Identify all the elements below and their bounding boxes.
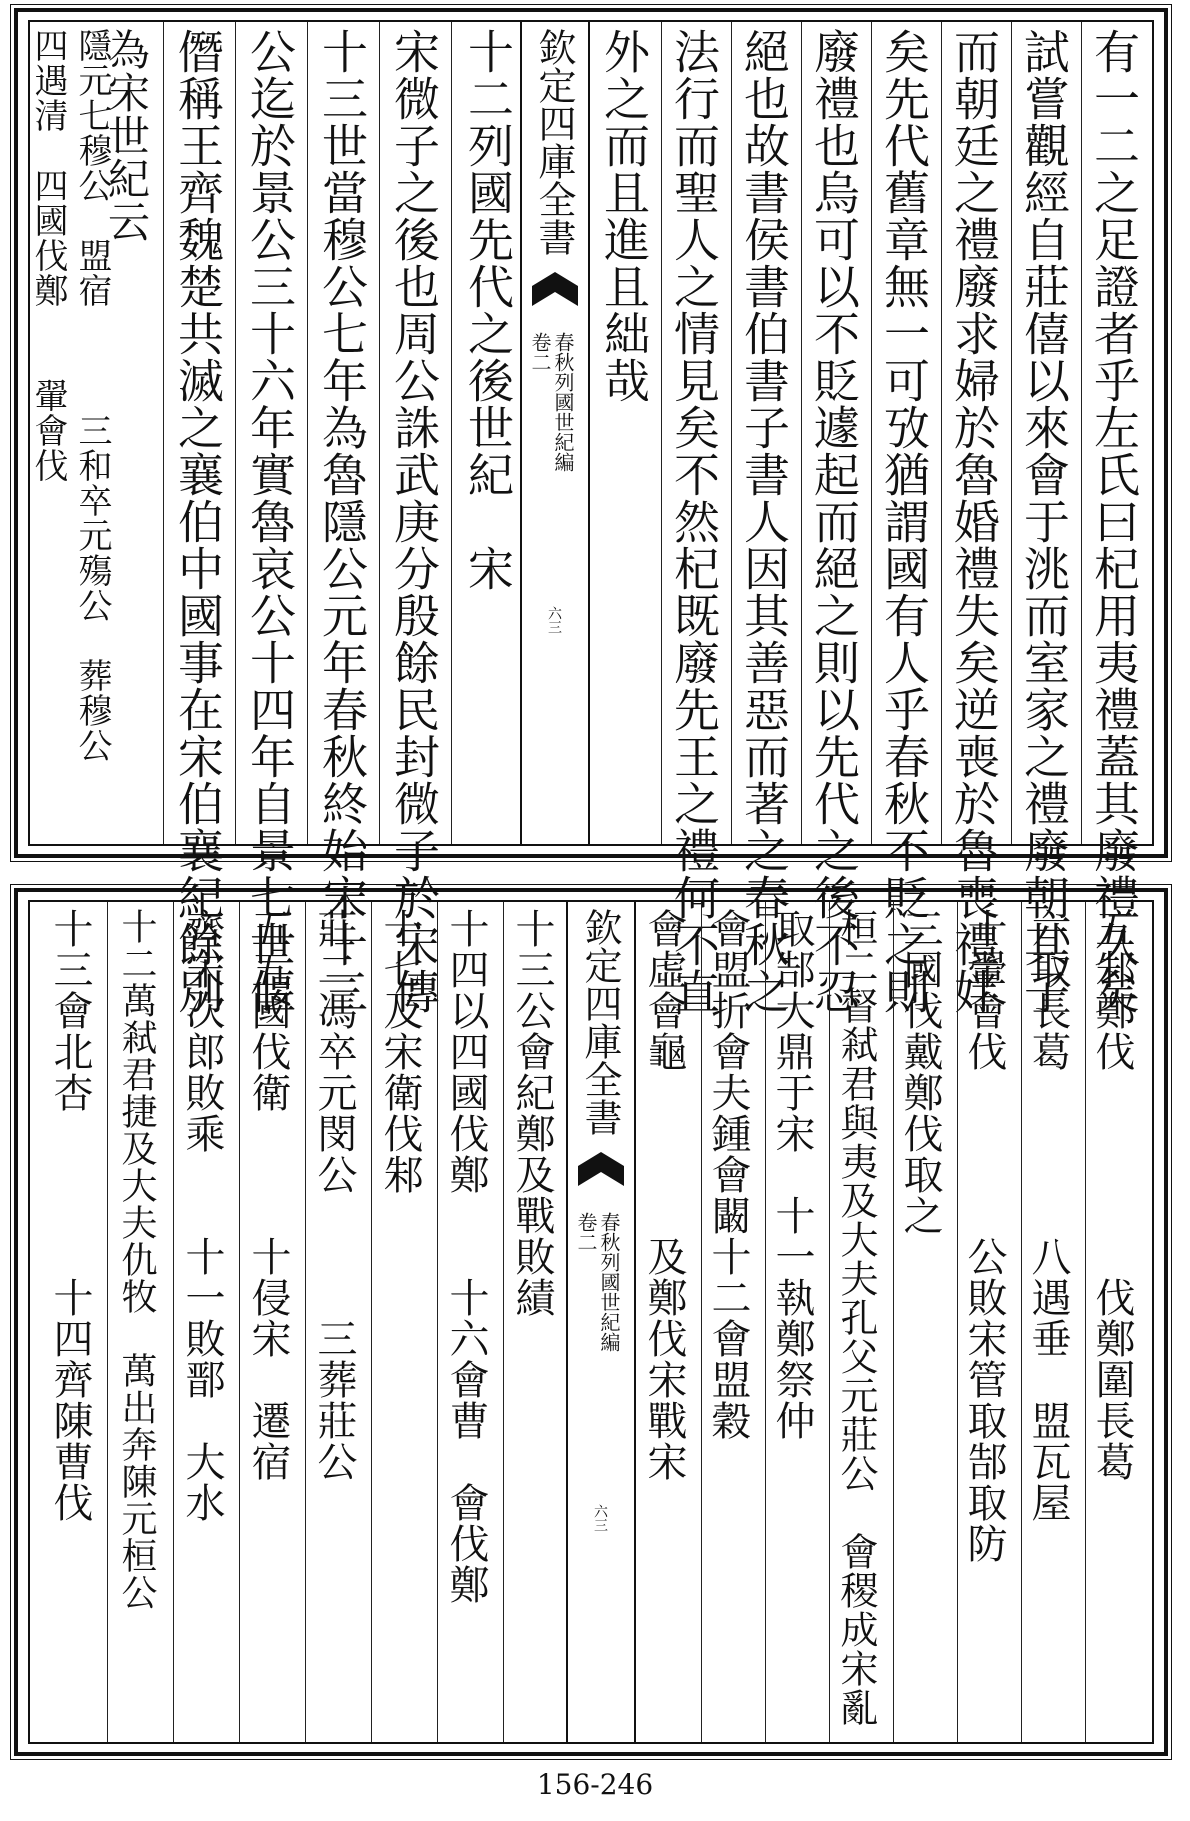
text-column: 十三會北杏 十四齊陳曹伐 xyxy=(47,908,93,1523)
text-column: 而朝廷之禮廢求婦於魯婚禮失矣逆喪於魯喪禮姅 xyxy=(947,28,1001,1015)
text-column: 三國伐戴鄭伐取之 xyxy=(897,908,943,1236)
text-column: 六取長葛 八遇垂 盟瓦屋 xyxy=(1025,908,1071,1523)
text-column: 宋微子之後也周公誅武庚分殷餘民封微子於宋傳 xyxy=(387,28,441,1015)
text-column: 試嘗觀經自莊僖以來會于洮而室家之禮廢朝其子 xyxy=(1017,28,1071,1015)
text-column: 法行而聖人之情見矣不然杞既廢先王之禮何不直 xyxy=(667,28,721,1015)
text-column: 廢禮也烏可以不貶遽起而絕之則以先代之後不忍 xyxy=(807,28,861,1015)
fishtail-mark xyxy=(578,1152,624,1186)
text-column: 為宋世紀云 xyxy=(102,28,151,243)
text-column: 五五國伐衛 十侵宋 遷宿 xyxy=(245,908,291,1482)
text-column: 十二萬弒君捷及大夫仇牧 萬出奔陳元桓公 xyxy=(116,908,157,1611)
spine-book-title: 春秋列國世紀編 xyxy=(597,1212,621,1352)
spine-volume: 卷二 xyxy=(528,332,552,372)
text-column: 四遇清 四國伐鄭 翬會伐 xyxy=(28,28,68,483)
text-column: 十七及宋衛伐邾 xyxy=(377,908,423,1195)
text-column: 有一二之足證者乎左氏曰杞用夷禮蓋其廢禮久矣 xyxy=(1087,28,1141,1015)
spine-page-no: 六三 xyxy=(546,606,562,634)
text-column: 會虛會龜 及鄭伐宋戰宋 xyxy=(641,908,687,1482)
center-spine xyxy=(520,22,590,844)
text-column: 十二列國先代之後世紀 宋 xyxy=(461,28,515,592)
spine-title: 欽定四庫全書 xyxy=(578,908,622,1136)
text-column: 會盟折會夫鍾會闞十二會盟穀 xyxy=(705,908,751,1441)
text-column: 公迄於景公三十六年實魯哀公十四年自景七世偃 xyxy=(243,28,297,1015)
page-number: 156-246 xyxy=(536,1768,654,1801)
text-column: 十四以四國伐鄭 十六會曹 會伐鄭 xyxy=(443,908,489,1605)
spine-book-title: 春秋列國世紀編 xyxy=(551,332,575,472)
spine-page-no: 六三 xyxy=(592,1504,608,1532)
top-page-frame xyxy=(14,8,1168,1015)
bottom-page-frame xyxy=(14,888,1168,1756)
text-column: 十三世當穆公七年為魯隱公元年春秋終始宋十三 xyxy=(315,28,369,1015)
text-column: 外之而且進且絀哉 xyxy=(597,28,651,404)
text-column: 十三公會紀鄭及戰敗績 xyxy=(509,908,555,1318)
text-column: 莊二馮卒元閔公 三葬莊公 xyxy=(311,908,357,1482)
top-page-inner xyxy=(28,20,1154,1015)
text-column: 十翬會伐 公敗宋管取郜取防 xyxy=(961,908,1007,1564)
text-column: 矣先代舊章無一可攷猶謂國有人乎春秋不貶之則 xyxy=(877,28,931,1015)
text-column: 五邾鄭伐 伐鄭圍長葛 xyxy=(1089,908,1135,1482)
center-spine xyxy=(566,902,636,1742)
text-column: 絕也故書侯書伯書子書人因其善惡而著之春秋之 xyxy=(737,28,791,1015)
spine-title: 欽定四庫全書 xyxy=(532,28,576,256)
bottom-page-inner xyxy=(28,900,1154,1744)
spine-volume: 卷二 xyxy=(574,1212,598,1252)
text-column: 僭稱王齊魏楚共滅之襄伯中國事在宋伯襄紀餘別 xyxy=(171,28,225,1015)
text-column: 取郜大鼎于宋 十一執鄭祭仲 xyxy=(769,908,815,1441)
text-column: 桓二督弒君與夷及大夫孔父元莊公 會稷成宋亂 xyxy=(834,908,878,1727)
text-column: 隱元七穆公 盟宿 三和卒元殤公 葬穆公 xyxy=(72,28,112,763)
fishtail-mark xyxy=(532,272,578,306)
text-column: 齊宋次郎敗乘 十一敗鄑 大水 xyxy=(179,908,225,1523)
